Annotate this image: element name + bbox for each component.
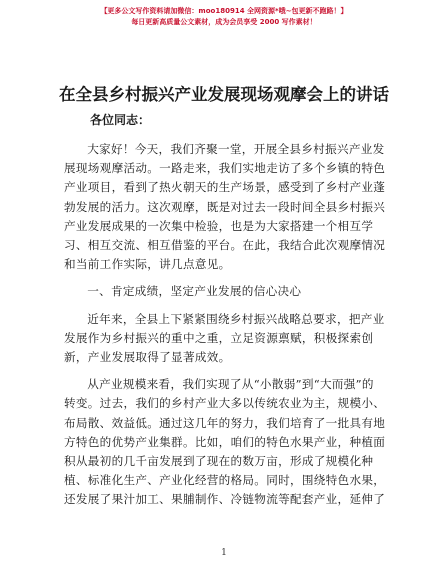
text-line: 和当前工作实际，讲几点意见。 xyxy=(64,257,231,272)
document-body xyxy=(64,140,386,510)
banner-line-1: 【更多公文写作资料请加微信：moo180914 全网资源*哦~包更新不跑路！】 xyxy=(100,7,348,15)
text-line: 习、相互交流、相互借鉴的平台。在此，我结合此次观摩情况 xyxy=(64,238,386,253)
text-line: 一、肯定成绩，坚定产业发展的信心决心 xyxy=(87,284,302,299)
text-line: 转变。过去，我们的乡村产业大多以传统农业为主，规模小、 xyxy=(64,396,386,411)
text-line: 新，产业发展取得了显著成效。 xyxy=(64,350,231,365)
text-line: 发展作为乡村振兴的重中之重，立足资源禀赋，积极探索创 xyxy=(64,330,374,345)
text-line: 积从最初的几千亩发展到了现在的数万亩，形成了规模化种 xyxy=(64,454,374,469)
text-line: 展现场观摩活动。一路走来，我们实地走访了多个乡镇的特色 xyxy=(64,161,386,176)
text-line: 大家好！今天，我们齐聚一堂，开展全县乡村振兴产业发 xyxy=(87,142,385,156)
text-line: 布局散、效益低。通过这几年的努力，我们培育了一批具有地 xyxy=(64,415,386,430)
banner-line-2: 每日更新高质量公文素材，成为会员享受 2000 写作素材！ xyxy=(131,18,317,26)
text-line: 近年来，全县上下紧紧围绕乡村振兴战略总要求，把产业 xyxy=(87,311,385,326)
text-line: 从产业规模来看，我们实现了从“小散弱”到“大而强”的 xyxy=(87,377,374,392)
paragraph-industry-scale xyxy=(64,375,386,509)
text-line: 勃发展的活力。这次观摩，既是对过去一段时间全县乡村振兴 xyxy=(64,199,386,214)
salutation: 各位同志： xyxy=(90,113,151,127)
page-number: 1 xyxy=(221,548,227,558)
section-heading-1 xyxy=(64,282,382,301)
paragraph-intro xyxy=(64,140,386,274)
text-line: 产业项目，看到了热火朝天的生产场景，感受到了乡村产业蓬 xyxy=(64,180,386,195)
paragraph-achievements xyxy=(64,310,385,368)
text-line: 产业发展成果的一次集中检验，也是为大家搭建一个相互学 xyxy=(64,218,374,233)
text-line: 植、标准化生产、产业化经营的格局。同时，围绕特色水果， xyxy=(64,473,386,488)
promo-banner xyxy=(0,6,448,28)
document-title: 在全县乡村振兴产业发展现场观摩会上的讲话 xyxy=(59,85,389,104)
text-line: 方特色的优势产业集群。比如，咱们的特色水果产业，种植面 xyxy=(64,434,386,449)
text-line: 还发展了果汁加工、果脯制作、冷链物流等配套产业，延伸了 xyxy=(64,492,386,507)
